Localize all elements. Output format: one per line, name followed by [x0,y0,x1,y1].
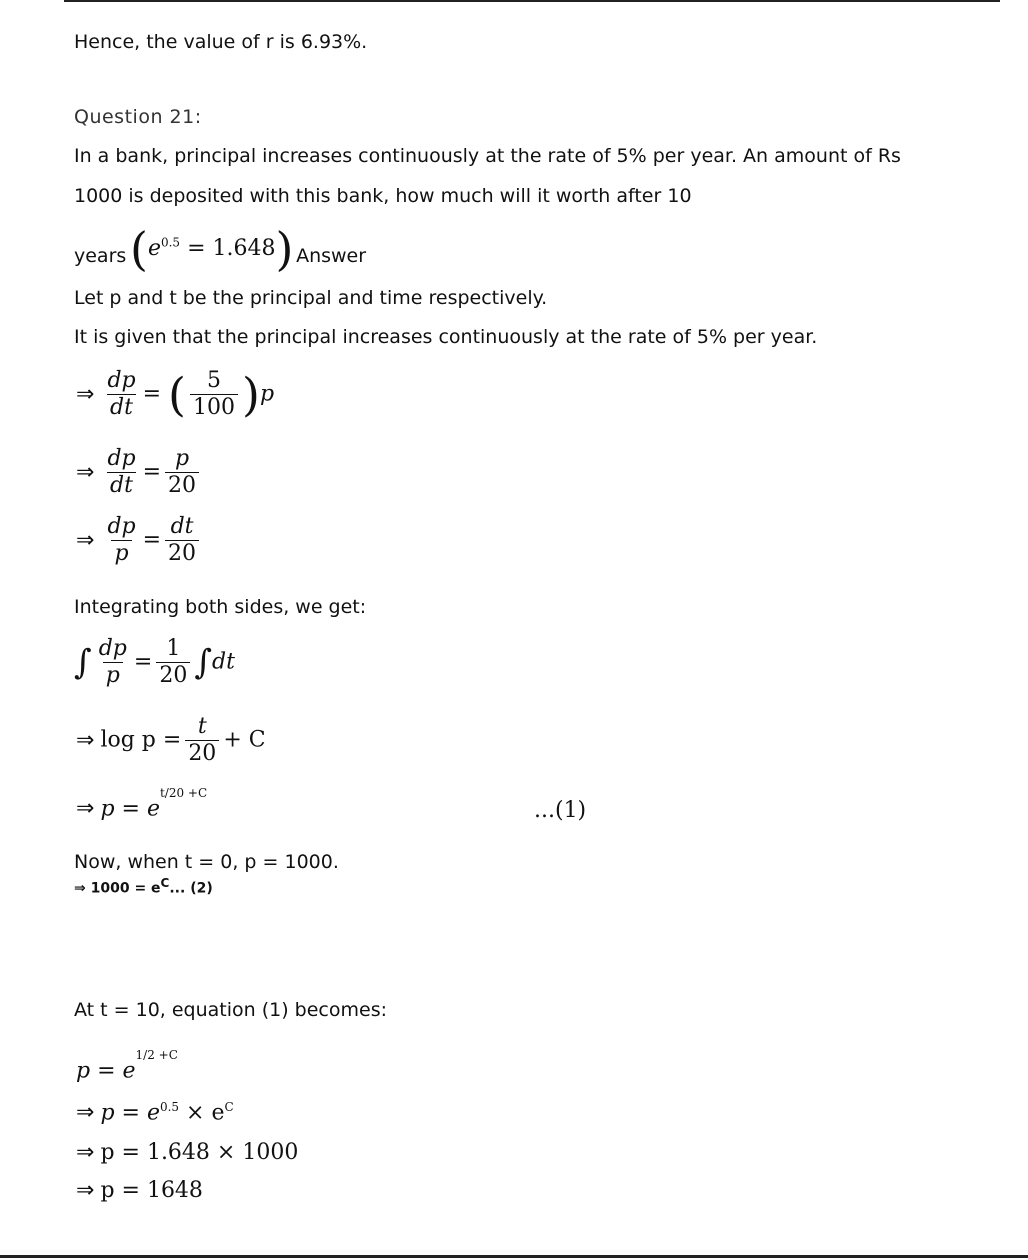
question-line-2: 1000 is deposited with this bank, how much will it worth after 10 [74,185,692,207]
equation-7: $p = e^{1/2 +C}$ [76,1048,178,1084]
integrating-line: Integrating both sides, we get: [74,596,367,618]
top-rule [64,0,1000,2]
equation-6: ⇒ $p = e^{t/20 +C}$ [76,786,208,822]
equation-3: ⇒ $\frac{dp}{p}$ = $\frac{dt}{20}$ [76,514,203,567]
small-equation-2: ⇒ $1000 = e^C$... (2) [74,876,213,897]
equation-4: ∫ $\frac{dp}{p}$ = $\frac{1}{20}$ ∫dt [74,636,235,688]
years-word: years [74,245,127,267]
question-line-1: In a bank, principal increases continuously at the rate of 5% per year. An amount of Rs [74,145,901,167]
equation-9: ⇒ p = 1.648 × 1000 [76,1140,299,1165]
intro-line: Hence, the value of r is 6.93%. [74,31,368,53]
equation-2: ⇒ $\frac{dp}{dt}$ = $\frac{p}{20}$ [76,446,203,499]
now-line: Now, when t = 0, p = 1000. [74,851,339,873]
equation-8: ⇒ $p = e^{0.5} \times e^C$ [76,1100,234,1126]
equation-10: ⇒ p = 1648 [76,1178,203,1203]
given-line: It is given that the principal increases continuously at the rate of 5% per year. [74,326,818,348]
given-value: $(e^{0.5} = 1.648)$ [130,222,294,276]
equation-1: ⇒ $\frac{dp}{dt}$ = ( $\frac{5}{100}$ )p [76,367,275,422]
at-line: At t = 10, equation (1) becomes: [74,999,387,1021]
question-label: Question 21: [74,106,202,128]
bottom-rule [0,1255,1028,1258]
let-line: Let p and t be the principal and time respectively. [74,287,548,309]
equation-5: ⇒ log p = $\frac{t}{20}$ + C [76,714,266,766]
equation-6-tag: ...(1) [534,798,587,823]
answer-word: . Answer [284,245,367,267]
